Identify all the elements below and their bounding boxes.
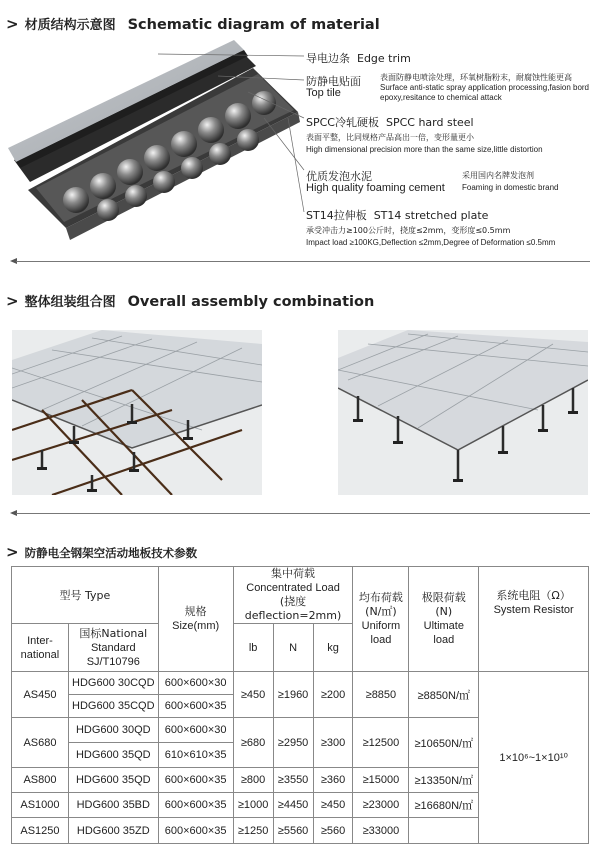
section-heading-material [6,14,380,33]
cell-ultimate: ≥8850N/㎡ [409,672,479,718]
cell-size: 600×600×35 [158,768,233,793]
cell-lb: ≥1250 [233,818,273,844]
cell-uniform: ≥12500 [353,718,409,768]
section-heading-specs [6,543,209,561]
cell-n: ≥3550 [273,768,313,793]
tile-layers-illustration [8,40,308,250]
st14-label: ST14拉伸板 ST14 stretched plate [306,209,489,222]
cement-cn-label: 优质发泡水泥 [306,170,372,183]
cell-kg: ≥560 [313,818,353,844]
spec-table [11,566,589,844]
cell-kg: ≥300 [313,718,353,768]
cell-n: ≥4450 [273,793,313,818]
cell-kg: ≥200 [313,672,353,718]
section-title-en: Schematic diagram of material [127,17,380,33]
header-concentrated-load: 集中荷载 Concentrated Load (挠度deflection=2mm) [233,567,353,624]
cell-lb: ≥800 [233,768,273,793]
cell-model: HDG600 35QD [68,743,158,768]
cell-size: 610×610×35 [158,743,233,768]
cell-ultimate: ≥13350N/㎡ [409,768,479,793]
top-tile-note-cn: 表面防静电喷涂处理，环氧树脂粉末，耐腐蚀性能更高 [380,73,572,82]
cement-en-label: High quality foaming cement [306,182,445,194]
cell-uniform: ≥15000 [353,768,409,793]
section-heading-assembly [6,291,374,310]
chevron-right-icon: > [6,292,19,310]
table-header-row [12,567,589,624]
section-title-cn: 整体组装组合图 [24,295,116,310]
cell-uniform: ≥8850 [353,672,409,718]
edge-trim-label: 导电边条 Edge trim [306,52,411,65]
cell-size: 600×600×35 [158,793,233,818]
hard-steel-note-cn: 表面平整，比同规格产品高出一倍，变形量更小 [306,133,474,142]
hard-steel-note-en: High dimensional precision more than the same size,little distortion [306,145,543,154]
header-n: N [273,624,313,672]
cell-international: AS450 [12,672,69,718]
cell-model: HDG600 35BD [68,793,158,818]
chevron-right-icon: > [6,543,19,561]
cell-international: AS680 [12,718,69,768]
cell-uniform: ≥33000 [353,818,409,844]
cell-kg: ≥450 [313,793,353,818]
cell-size: 600×600×35 [158,818,233,844]
header-type: 型号 Type [12,567,159,624]
st14-note-en: Impact load ≥100KG,Deflection ≤2mm,Degree of Deformation ≤0.5mm [306,238,556,247]
cell-international: AS1250 [12,818,69,844]
cell-size: 600×600×30 [158,718,233,743]
cell-model: HDG600 35CQD [68,695,158,718]
header-lb: lb [233,624,273,672]
header-system-resistor: 系统电阻（Ω） System Resistor [479,567,589,672]
assembly-photo-frame [12,330,262,495]
top-tile-note-en-1: Surface anti-static spray application processing,fasion bord [380,83,589,92]
cell-model: HDG600 30QD [68,718,158,743]
cell-lb: ≥680 [233,718,273,768]
cell-model: HDG600 35QD [68,768,158,793]
section-divider [16,513,590,514]
top-tile-note-en-2: epoxy,resitance to chemical attack [380,93,502,102]
table-row [12,672,589,695]
cell-n: ≥1960 [273,672,313,718]
assembly-photo-frame [338,330,588,495]
cell-model: HDG600 30CQD [68,672,158,695]
cell-ultimate [409,818,479,844]
cell-international: AS1000 [12,793,69,818]
header-international: Inter- national [12,624,69,672]
cell-size: 600×600×30 [158,672,233,695]
section-title-cn: 材质结构示意图 [24,18,116,33]
cell-system-resistor: 1×10⁶~1×10¹⁰ [479,672,589,844]
cement-note-en: Foaming in domestic brand [462,183,559,192]
cell-international: AS800 [12,768,69,793]
cell-model: HDG600 35ZD [68,818,158,844]
header-size: 规格 Size(mm) [158,567,233,672]
header-uniform-load: 均布荷载 (N/㎡) Uniform load [353,567,409,672]
cell-ultimate: ≥10650N/㎡ [409,718,479,768]
section-divider [16,261,590,262]
cell-ultimate: ≥16680N/㎡ [409,793,479,818]
cement-note-cn: 采用国内名牌发泡剂 [462,171,534,180]
cell-kg: ≥360 [313,768,353,793]
top-tile-cn-label: 防静电贴面 [306,75,361,88]
cell-lb: ≥450 [233,672,273,718]
cell-lb: ≥1000 [233,793,273,818]
section-title-cn: 防静电全钢架空活动地板技术参数 [24,546,198,560]
header-national-standard: 国标National Standard SJ/T10796 [68,624,158,672]
cell-n: ≥2950 [273,718,313,768]
hard-steel-label: SPCC冷轧硬板 SPCC hard steel [306,116,474,129]
cell-size: 600×600×35 [158,695,233,718]
top-tile-en-label: Top tile [306,87,341,99]
cell-uniform: ≥23000 [353,793,409,818]
header-ultimate-load: 极限荷载 (N) Ultimate load [409,567,479,672]
cell-n: ≥5560 [273,818,313,844]
st14-note-cn: 承受冲击力≥100公斤时，挠度≤2mm，变形度≤0.5mm [306,226,511,235]
chevron-right-icon: > [6,15,19,33]
header-kg: kg [313,624,353,672]
section-title-en: Overall assembly combination [127,294,375,310]
